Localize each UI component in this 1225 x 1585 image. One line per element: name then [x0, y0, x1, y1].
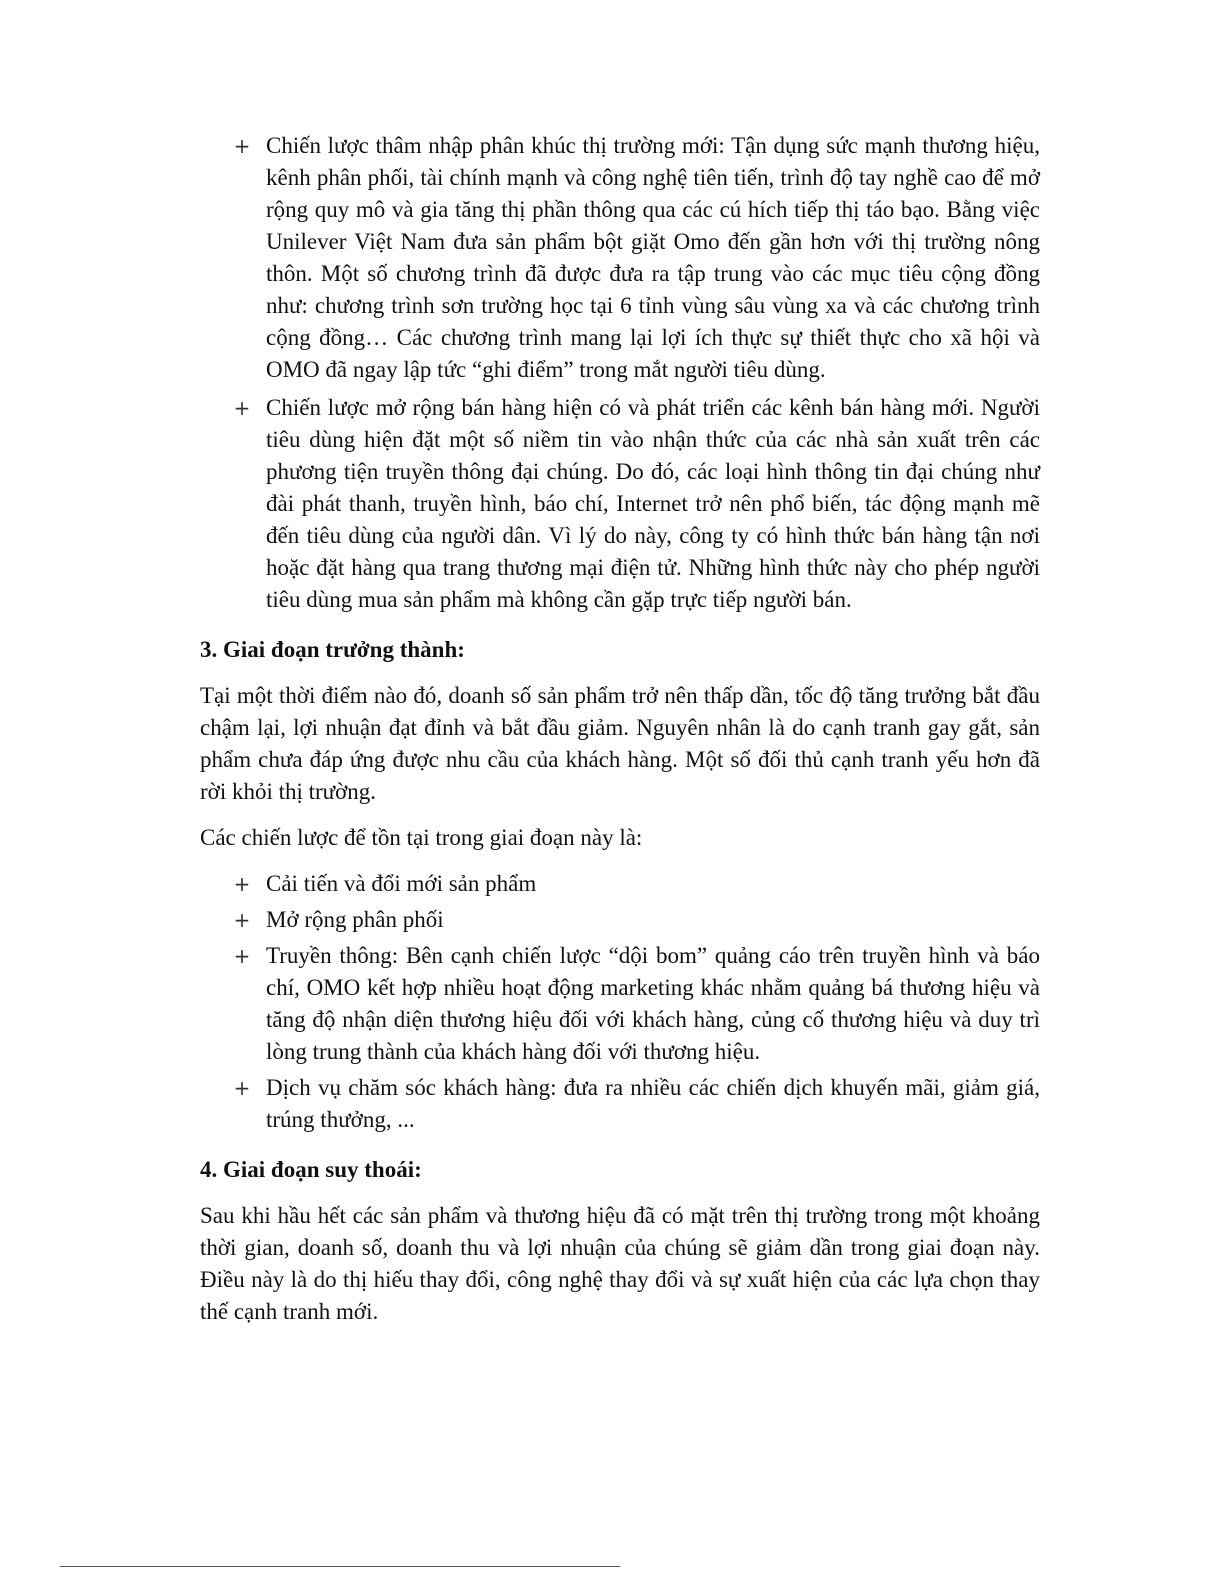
footer-divider [60, 1566, 620, 1567]
plus-bullet-icon: + [233, 1076, 251, 1100]
section-heading-decline: 4. Giai đoạn suy thoái: [200, 1157, 422, 1182]
list-item [200, 904, 1040, 936]
plus-bullet-icon: + [233, 908, 251, 932]
plus-bullet-icon: + [233, 872, 251, 896]
plus-bullet-icon: + [233, 944, 251, 968]
maturity-strategy-list [200, 868, 1040, 1136]
growth-strategy-list [200, 130, 1040, 616]
list-item [200, 130, 1040, 386]
list-item [200, 1072, 1040, 1136]
plus-bullet-icon: + [233, 134, 251, 158]
list-item-text: Cải tiến và đổi mới sản phẩm [266, 871, 537, 896]
list-item [200, 868, 1040, 900]
document-page [200, 130, 1040, 1342]
list-item-text: Truyền thông: Bên cạnh chiến lược “dội bom” quảng cáo trên truyền hình và báo chí, OMO kết hợp nhiều hoạt động marketing khác nhằm quảng bá thương hiệu và tăng độ nhận diện thương hiệu đối với khách hàng, củng cố thương hiệu và duy trì lòng trung thành của khách hàng đối với thương hiệu. [266, 943, 1040, 1064]
list-item-text: Dịch vụ chăm sóc khách hàng: đưa ra nhiều các chiến dịch khuyến mãi, giảm giá, trúng thưởng, ... [266, 1075, 1040, 1132]
list-item [200, 392, 1040, 616]
paragraph: Tại một thời điểm nào đó, doanh số sản phẩm trở nên thấp dần, tốc độ tăng trưởng bắt đầu chậm lại, lợi nhuận đạt đỉnh và bắt đầu giảm. Nguyên nhân là do cạnh tranh gay gắt, sản phẩm chưa đáp ứng được nhu cầu của khách hàng. Một số đối thủ cạnh tranh yếu hơn đã rời khỏi thị trường. [200, 683, 1040, 804]
list-item-text: Mở rộng phân phối [266, 907, 444, 932]
list-item-text: Chiến lược mở rộng bán hàng hiện có và phát triển các kênh bán hàng mới. Người tiêu dùng hiện đặt một số niềm tin vào nhận thức của các nhà sản xuất trên các phương tiện truyền thông đại chúng. Do đó, các loại hình thông tin đại chúng như đài phát thanh, truyền hình, báo chí, Internet trở nên phổ biến, tác động mạnh mẽ đến tiêu dùng của người dân. Vì lý do này, công ty có hình thức bán hàng tận nơi hoặc đặt hàng qua trang thương mại điện tử. Những hình thức này cho phép người tiêu dùng mua sản phẩm mà không cần gặp trực tiếp người bán. [266, 395, 1040, 612]
plus-bullet-icon: + [233, 396, 251, 420]
section-heading-maturity: 3. Giai đoạn trưởng thành: [200, 637, 465, 662]
paragraph: Sau khi hầu hết các sản phẩm và thương hiệu đã có mặt trên thị trường trong một khoảng thời gian, doanh số, doanh thu và lợi nhuận của chúng sẽ giảm dần trong giai đoạn này. Điều này là do thị hiếu thay đổi, công nghệ thay đổi và sự xuất hiện của các lựa chọn thay thế cạnh tranh mới. [200, 1203, 1040, 1324]
paragraph: Các chiến lược để tồn tại trong giai đoạn này là: [200, 825, 643, 850]
list-item-text: Chiến lược thâm nhập phân khúc thị trường mới: Tận dụng sức mạnh thương hiệu, kênh phân phối, tài chính mạnh và công nghệ tiên tiến, trình độ tay nghề cao để mở rộng quy mô và gia tăng thị phần thông qua các cú hích tiếp thị táo bạo. Bằng việc Unilever Việt Nam đưa sản phẩm bột giặt Omo đến gần hơn với thị trường nông thôn. Một số chương trình đã được đưa ra tập trung vào các mục tiêu cộng đồng như: chương trình sơn trường học tại 6 tỉnh vùng sâu vùng xa và các chương trình cộng đồng… Các chương trình mang lại lợi ích thực sự thiết thực cho xã hội và OMO đã ngay lập tức “ghi điểm” trong mắt người tiêu dùng. [266, 133, 1040, 382]
list-item [200, 940, 1040, 1068]
